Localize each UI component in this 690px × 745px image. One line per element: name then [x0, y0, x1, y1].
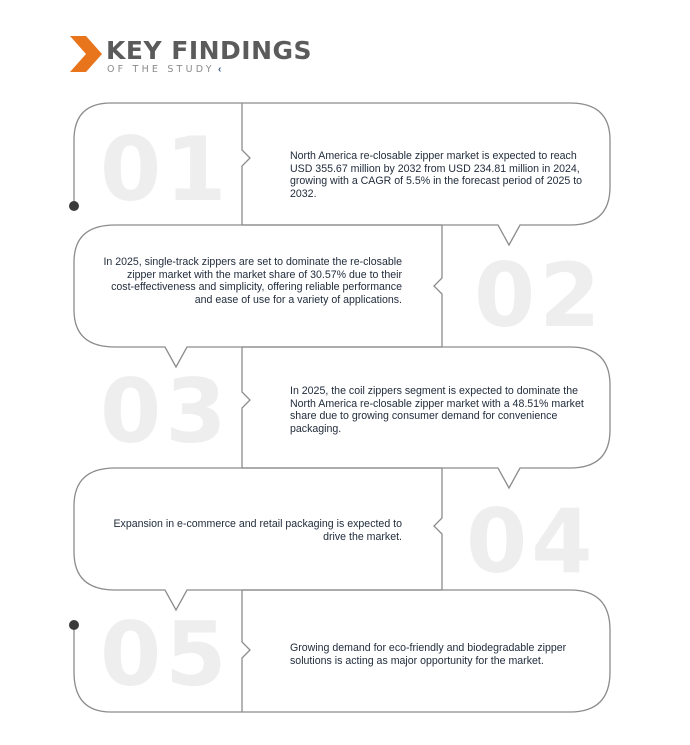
finding-number-03: 03	[100, 360, 231, 463]
finding-text-03: In 2025, the coil zippers segment is expected to dominate the North America re-closable zipper market with a 48.51% market share due to growing consumer demand for convenience packaging.	[290, 385, 584, 435]
finding-number-02: 02	[474, 244, 605, 347]
finding-text-05: Growing demand for eco-friendly and biodegradable zipper solutions is acting as major opportunity for the market.	[290, 642, 567, 667]
page-title: KEY FINDINGS	[106, 36, 313, 65]
finding-text-02: In 2025, single-track zippers are set to dominate the re-closable zipper market with the market share of 30.57% due to their cost-effectiveness and simplicity, offering reliable performance and ease of use for a variety of applications.	[103, 256, 402, 306]
finding-number-04: 04	[466, 490, 597, 593]
page-subtitle: OF THE STUDY	[107, 64, 215, 75]
start-dot-icon	[69, 201, 79, 211]
finding-text-04: Expansion in e-commerce and retail packaging is expected to drive the market.	[113, 518, 402, 543]
end-dot-icon	[69, 620, 79, 630]
finding-number-01: 01	[100, 118, 231, 221]
subtitle-mark: ‹	[218, 64, 222, 75]
finding-number-05: 05	[100, 603, 231, 706]
finding-text-01: North America re-closable zipper market is expected to reach USD 355.67 million by 2032 from USD 234.81 million in 2024, growing with a CAGR of 5.5% in the forecast period of 2025 to 2032.	[290, 150, 583, 200]
